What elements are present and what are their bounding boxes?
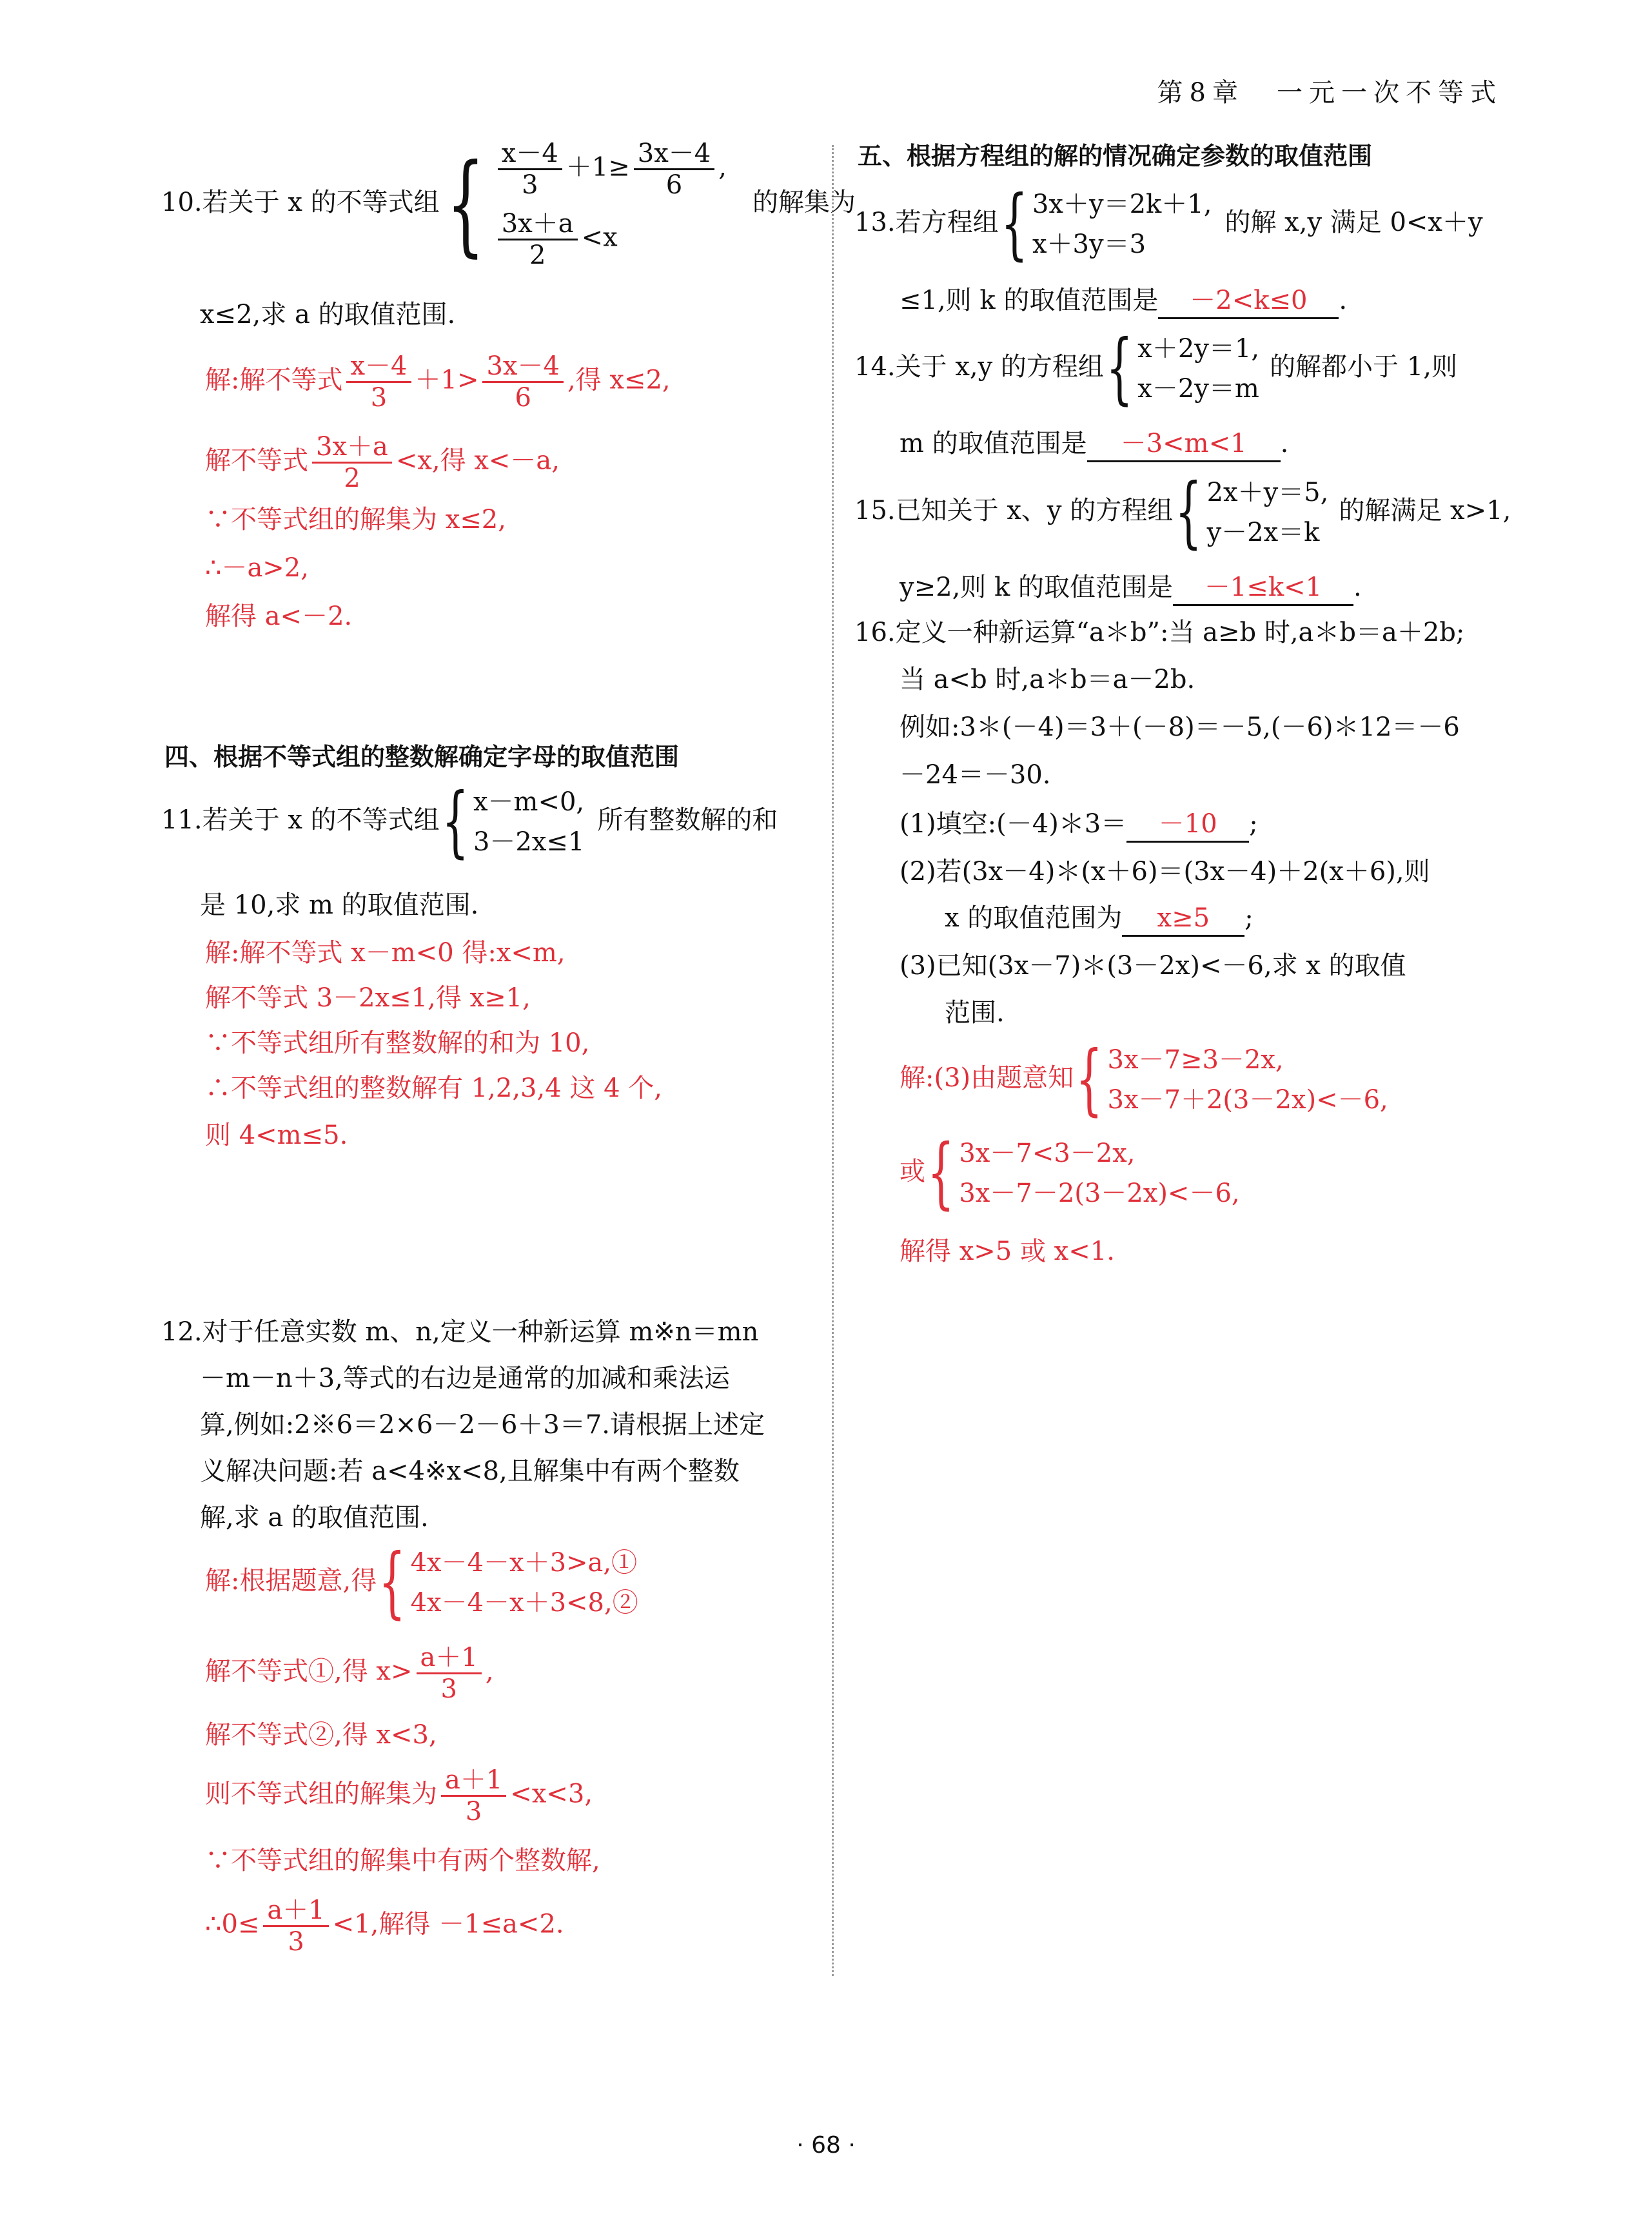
question-13: 13.若方程组 { 3x＋y＝2k＋1, x＋3y＝3 的解 x,y 满足 0<x＋y <box>854 179 1483 269</box>
brace-icon: { <box>1076 1035 1103 1124</box>
q16-part1: (1)填空:(－4)＊3＝ －10 ; <box>900 807 1258 843</box>
q12-solution-1: 解:根据题意,得 { 4x－4－x＋3>a,① 4x－4－x＋3<8,② <box>205 1538 638 1627</box>
q10-solution-4: ∴－a>2, <box>205 553 309 583</box>
question-14: 14.关于 x,y 的方程组 { x＋2y＝1, x－2y＝m 的解都小于 1,则 <box>854 324 1457 413</box>
q12-solution-5: ∵不等式组的解集中有两个整数解, <box>205 1846 600 1875</box>
q10-line2: x≤2,求 a 的取值范围. <box>200 300 456 329</box>
q12-solution-4: 则不等式组的解集为 $\frac{a+1}{3}$ <x<3, <box>205 1765 593 1826</box>
q10-eq1: $\frac{x-4}{3}$ ＋1≥ $\frac{3x-4}{6}$ , <box>494 139 727 200</box>
q16-part2-answer-blank: x≥5 <box>1122 901 1244 937</box>
question-10 <box>161 139 856 270</box>
q11-eq1: x－m<0, <box>473 787 585 817</box>
q14-answer-blank: －3<m<1 <box>1087 427 1281 462</box>
q16-solution-2: 或 { 3x－7<3－2x, 3x－7－2(3－2x)<－6, <box>900 1128 1240 1218</box>
q13-line2: ≤1,则 k 的取值范围是 －2<k≤0 . <box>900 284 1347 319</box>
q10-suffix: 的解集为 <box>752 188 856 217</box>
brace-icon: { <box>441 777 469 867</box>
q12-line2: －m－n＋3,等式的右边是通常的加减和乘法运 <box>200 1364 730 1393</box>
q10-prefix: 10.若关于 x 的不等式组 <box>161 188 440 217</box>
section-5-title: 五、根据方程组的解的情况确定参数的取值范围 <box>858 142 1373 170</box>
q12-line4: 义解决问题:若 a<4※x<8,且解集中有两个整数 <box>200 1456 740 1486</box>
q11-solution-1: 解:解不等式 x－m<0 得:x<m, <box>205 938 565 968</box>
q16-line2: 当 a<b 时,a＊b＝a－2b. <box>900 665 1195 694</box>
chapter-header: 第8章 一元一次不等式 <box>1157 78 1502 108</box>
question-15: 15.已知关于 x、y 的方程组 { 2x＋y＝5, y－2x＝k 的解满足 x>1, <box>854 467 1511 557</box>
q16-part1-answer-blank: －10 <box>1126 807 1249 843</box>
q11-solution-5: 则 4<m≤5. <box>205 1121 348 1150</box>
q11-line2: 是 10,求 m 的取值范围. <box>200 890 479 920</box>
q10-system <box>440 139 727 270</box>
q10-solution-5: 解得 a<－2. <box>205 602 353 631</box>
column-divider <box>832 145 834 1976</box>
brace-icon: { <box>446 141 485 268</box>
q16-part3-line2: 范围. <box>945 998 1005 1028</box>
q16-part3-line1: (3)已知(3x－7)＊(3－2x)<－6,求 x 的取值 <box>900 951 1406 981</box>
section-4-title: 四、根据不等式组的整数解确定字母的取值范围 <box>164 743 680 771</box>
q12-line1: 12.对于任意实数 m、n,定义一种新运算 m※n＝mn <box>161 1317 759 1347</box>
q12-solution-2: 解不等式①,得 x> $\frac{a+1}{3}$ , <box>205 1643 494 1704</box>
brace-icon: { <box>1175 467 1203 557</box>
brace-icon: { <box>379 1538 406 1627</box>
q16-solution-3: 解得 x>5 或 x<1. <box>900 1237 1115 1266</box>
q12-solution-3: 解不等式②,得 x<3, <box>205 1720 437 1750</box>
brace-icon: { <box>927 1128 955 1218</box>
q11-solution-2: 解不等式 3－2x≤1,得 x≥1, <box>205 983 531 1013</box>
q10-solution-1: 解:解不等式 $\frac{x-4}{3}$ ＋1> $\frac{3x-4}{6}$ ,得 x≤2, <box>205 351 671 413</box>
q16-part2-line1: (2)若(3x－4)＊(x＋6)＝(3x－4)＋2(x＋6),则 <box>900 857 1430 886</box>
page-number: · 68 · <box>796 2132 856 2159</box>
q16-part2-line2: x 的取值范围为 x≥5 ; <box>945 901 1254 937</box>
q12-solution-6: ∴0≤ $\frac{a+1}{3}$ <1,解得 －1≤a<2. <box>205 1895 564 1957</box>
q11-eq2: 3－2x≤1 <box>473 827 585 857</box>
q11-solution-4: ∴不等式组的整数解有 1,2,3,4 这 4 个, <box>205 1073 662 1103</box>
q16-line1: 16.定义一种新运算“a＊b”:当 a≥b 时,a＊b＝a＋2b; <box>854 618 1465 647</box>
q13-answer-blank: －2<k≤0 <box>1158 284 1339 319</box>
q10-solution-3: ∵不等式组的解集为 x≤2, <box>205 505 506 534</box>
q16-line4: －24＝－30. <box>900 760 1051 790</box>
q10-solution-2: 解不等式 $\frac{3x+a}{2}$ <x,得 x<－a, <box>205 432 560 493</box>
q12-line3: 算,例如:2※6＝2×6－2－6＋3＝7.请根据上述定 <box>200 1410 765 1440</box>
q16-solution-1: 解:(3)由题意知 { 3x－7≥3－2x, 3x－7＋2(3－2x)<－6, <box>900 1035 1388 1124</box>
q15-line2: y≥2,则 k 的取值范围是 －1≤k<1 . <box>900 571 1362 606</box>
q14-line2: m 的取值范围是 －3<m<1 . <box>900 427 1288 462</box>
q10-eq2: $\frac{3x+a}{2}$ <x <box>494 209 727 270</box>
q11-solution-3: ∵不等式组所有整数解的和为 10, <box>205 1028 590 1058</box>
q16-line3: 例如:3＊(－4)＝3＋(－8)＝－5,(－6)＊12＝－6 <box>900 712 1460 742</box>
question-11: 11.若关于 x 的不等式组 { x－m<0, 3－2x≤1 所有整数解的和 <box>161 777 778 867</box>
brace-icon: { <box>1106 324 1134 413</box>
brace-icon: { <box>1000 179 1028 269</box>
q15-answer-blank: －1≤k<1 <box>1173 571 1353 606</box>
q12-line5: 解,求 a 的取值范围. <box>200 1503 429 1533</box>
